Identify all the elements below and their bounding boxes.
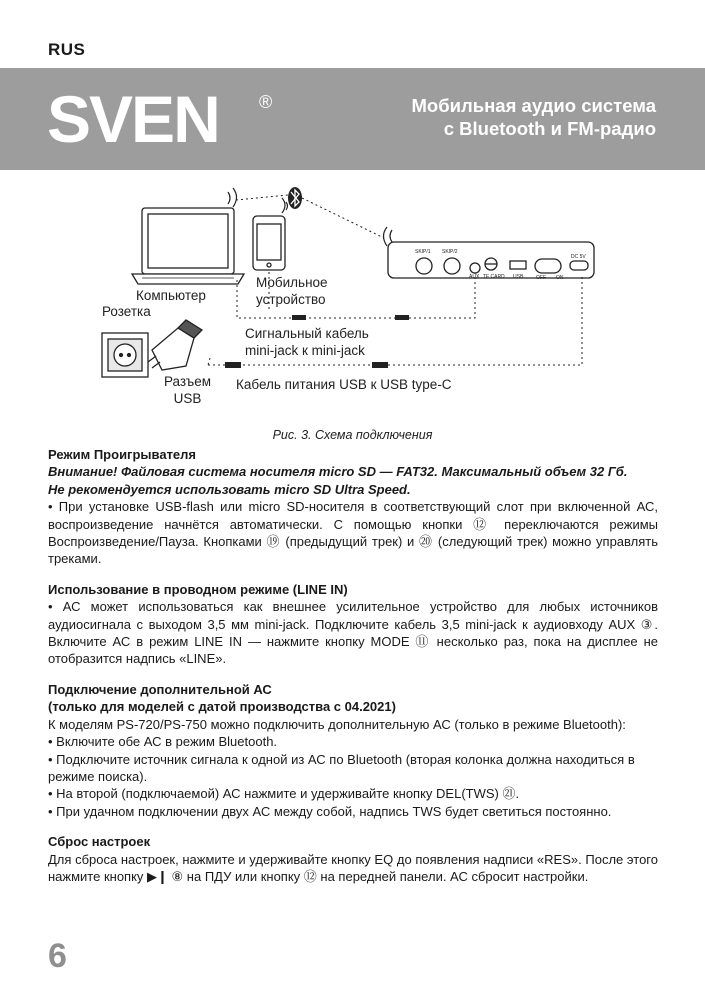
label-signal-cable: Сигнальный кабель mini-jack к mini-jack	[245, 326, 369, 358]
product-title-line1: Мобильная аудио система	[411, 95, 656, 116]
list-item: • На второй (подключаемой) АС нажмите и удерживайте кнопку DEL(TWS) ㉑.	[48, 786, 520, 802]
reset-text: Для сброса настроек, нажмите и удерживайте кнопку EQ до появления надписи «RES». После этого нажмите кнопку ▶❙ ⑧ на ПДУ или кнопку ⑫ на передней панели. АС сбросит настройки.	[48, 851, 658, 884]
registered-mark: ®	[259, 92, 273, 112]
warning-line2: Не рекомендуется использовать micro SD Ultra Speed.	[48, 481, 411, 497]
header-banner	[0, 68, 705, 170]
product-title-line2: с Bluetooth и FM-радио	[443, 118, 656, 139]
label-computer: Компьютер	[136, 288, 206, 303]
line-in-text: • АС может использоваться как внешнее усилительное устройство для любых источников аудиосигнала с выходом 3,5 мм mini-jack. Подключите кабель 3,5 mini-jack к аудиовходу AUX ③. Включите АС в режим LINE IN — нажмите кнопку MODE ⑪ несколько раз, пока на дисплее не отобразится надпись «LINE».	[48, 599, 658, 667]
bluetooth-icon	[288, 187, 302, 209]
svg-text:SKIP/1: SKIP/1	[415, 249, 431, 255]
logo-text: SVEN	[47, 88, 219, 148]
product-title	[412, 94, 657, 140]
heading-additional-speaker-note: (только для моделей с датой производства с 04.2021)	[48, 699, 396, 715]
heading-line-in: Использование в проводном режиме (LINE IN)	[48, 581, 348, 597]
connection-diagram	[90, 180, 610, 405]
additional-speaker-intro: К моделям PS-720/PS-750 можно подключить дополнительную АС (только в режиме Bluetooth):	[48, 716, 626, 732]
wall-socket-icon	[102, 333, 148, 377]
usb-power-adapter-icon	[148, 320, 202, 370]
svg-text:DC 5V: DC 5V	[571, 254, 586, 260]
warning-line1: Внимание! Файловая система носителя micro SD — FAT32. Максимальный объем 32 Гб.	[48, 464, 628, 480]
svg-text:USB: USB	[513, 274, 524, 280]
svg-text:TF CARD: TF CARD	[483, 274, 505, 280]
label-socket: Розетка	[102, 304, 151, 319]
heading-player-mode: Режим Проигрывателя	[48, 447, 197, 462]
heading-additional-speaker: Подключение дополнительной АС	[48, 681, 272, 697]
label-usb-connector: Разъем USB	[164, 374, 212, 406]
language-code: RUS	[48, 40, 86, 59]
label-mobile-device: Мобильное устройство	[256, 275, 328, 307]
label-power-cable: Кабель питания USB к USB type-C	[236, 377, 452, 392]
figure-caption: Рис. 3. Схема подключения	[272, 428, 433, 442]
list-item: • Включите обе АС в режим Bluetooth.	[48, 734, 278, 750]
page-number: 6	[48, 937, 67, 975]
list-item: • Подключите источник сигнала к одной из АС по Bluetooth (вторая колонка должна находиться в режиме поиска).	[48, 751, 635, 784]
svg-text:SKIP/2: SKIP/2	[442, 249, 458, 255]
speaker-back-panel	[388, 242, 594, 278]
player-mode-text: • При установке USB-flash или micro SD-носителя в соответствующий слот при включенной АС, воспроизведение начнётся автоматически. С помощью кнопки ⑫ переключаются режимы Воспроизведение/Пауза. Кнопками ⑲ (предыдущий трек) и ⑳ (следующий трек) можно управлять треками.	[48, 499, 658, 567]
sven-logo	[47, 88, 279, 148]
phone-icon	[253, 216, 285, 270]
heading-reset: Сброс настроек	[48, 834, 151, 850]
svg-text:AUX: AUX	[469, 274, 480, 280]
svg-text:OFF——ON: OFF——ON	[536, 275, 564, 281]
instructions-body	[48, 446, 658, 885]
laptop-icon	[132, 208, 244, 284]
list-item: • При удачном подключении двух АС между собой, надпись TWS будет светиться постоянно.	[48, 803, 612, 819]
